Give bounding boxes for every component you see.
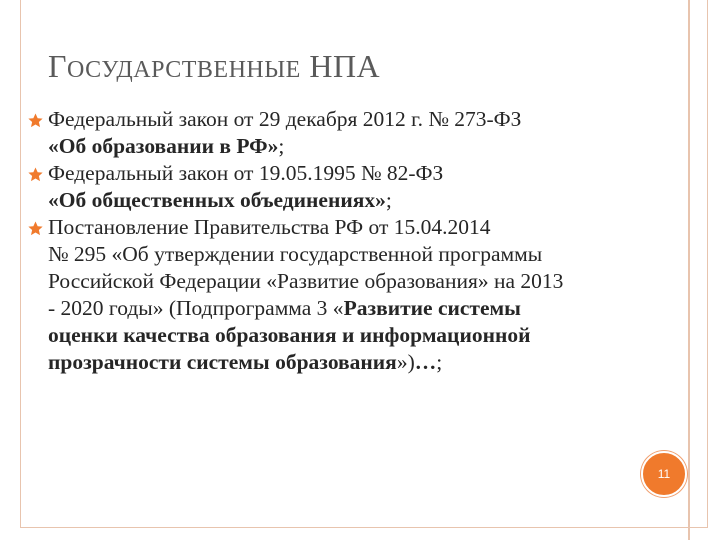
page-number-badge: 11 [641,451,687,497]
text: Российской Федерации «Развитие образования» на 2013 [48,269,564,293]
item-line [48,214,688,241]
text: ; [436,350,443,374]
item-line [48,295,688,322]
bold-text: «Об общественных объединениях» [48,188,386,212]
item-line [48,160,688,187]
list-item [28,214,688,376]
bullet-list [28,106,688,376]
text: № 295 «Об утверждении государственной программы [48,242,543,266]
text: Федеральный закон от 19.05.1995 № 82-ФЗ [48,161,444,185]
title-smallcaps: ОСУДАРСТВЕННЫЕ [67,57,301,83]
slide-title [48,48,380,85]
item-line [48,349,688,376]
text: ; [385,188,392,212]
text: ») [396,350,415,374]
text: Федеральный закон от 29 декабря 2012 г. № 273-ФЗ [48,107,522,131]
list-item [28,160,688,214]
list-item [28,106,688,160]
slide-rail [688,0,690,540]
text: ; [278,134,285,158]
item-line [48,106,688,133]
item-line [48,322,688,349]
text: - 2020 годы» (Подпрограмма 3 « [48,296,344,320]
bold-text: оценки качества образования и информационной [48,323,531,347]
item-line [48,133,688,160]
bold-text: Развитие системы [343,296,521,320]
title-tail: НПА [300,48,381,84]
item-line [48,241,688,268]
star-bullet-icon [28,113,43,128]
item-line [48,268,688,295]
text: Постановление Правительства РФ от 15.04.2014 [48,215,491,239]
bold-text: прозрачности системы образования [48,350,397,374]
title-initial: Г [48,48,67,84]
bold-text: «Об образовании в РФ» [48,134,279,158]
bold-text: … [414,350,437,374]
item-line [48,187,688,214]
star-bullet-icon [28,167,43,182]
star-bullet-icon [28,221,43,236]
